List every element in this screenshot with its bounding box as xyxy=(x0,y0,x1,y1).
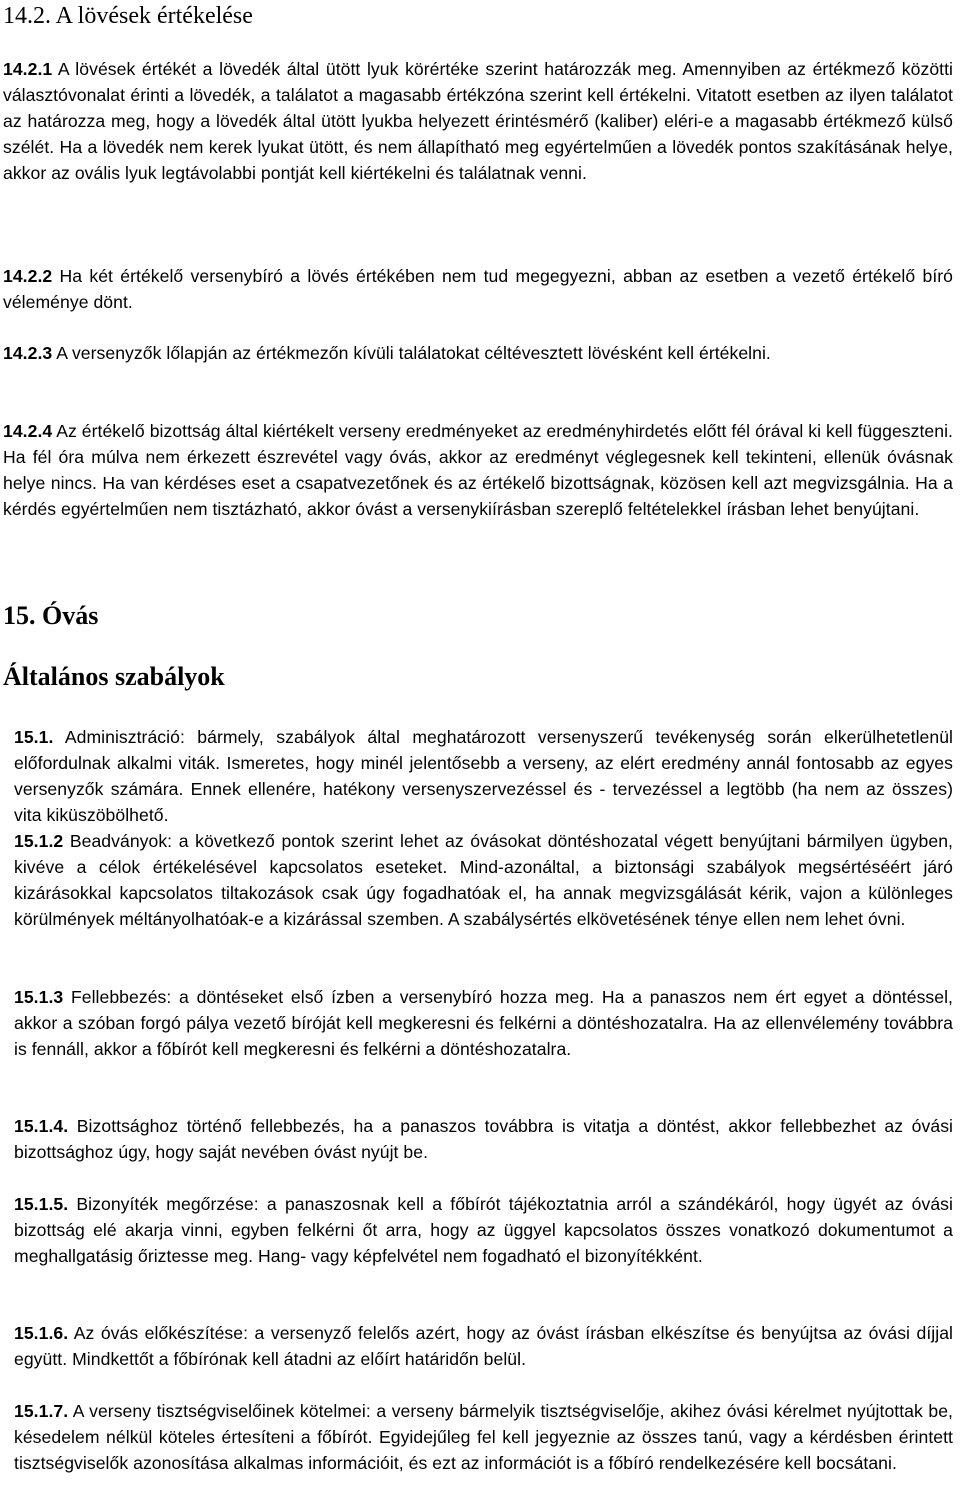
paragraph-15-1-5 xyxy=(14,1191,953,1269)
paragraph-text: A versenyzők lőlapján az értékmezőn kívüli találatokat céltévesztett lövésként kell értékelni. xyxy=(52,343,771,363)
paragraph-number-suffix: 7. xyxy=(53,1401,69,1421)
paragraph-text: Adminisztráció: bármely, szabályok által meghatározott versenyszerű tevékenység során elkerülhetetlenül előfordulnak alkalmi viták. Ismeretes, hogy minél jelentősebb a verseny, az elért eredmény annál fontosabb az egyes versenyzők számára. Ennek ellenére, hatékony versenyszervezéssel és - tervezéssel a legtöbb (ha nem az összes) vita kiküszöbölhető. xyxy=(14,727,953,825)
paragraph-14-2-4 xyxy=(3,418,953,522)
paragraph-number: 15.1. xyxy=(14,831,54,851)
paragraph-number-suffix: 2 xyxy=(53,831,64,851)
paragraph-text: Fellebbezés: a döntéseket első ízben a versenybíró hozza meg. Ha a panaszos nem ért egyet a döntéssel, akkor a szóban forgó pálya vezető bíróját kell megkeresni és felkérni a döntéshozatalra. Ha az ellenvélemény továbbra is fennáll, akkor a főbírót kell megkeresni és felkérni a döntéshozatalra. xyxy=(14,987,953,1059)
section-heading-14-2: 14.2. A lövések értékelése xyxy=(3,3,253,29)
paragraph-text: Az óvás előkészítése: a versenyző felelős azért, hogy az óvást írásban elkészítse és benyújtsa az óvási díjjal együtt. Mindkettőt a főbírónak kell átadni az előírt határidőn belül. xyxy=(14,1323,953,1369)
paragraph-number-suffix: 3 xyxy=(53,987,64,1007)
paragraph-number: 15.1. xyxy=(14,1194,54,1214)
paragraph-number-suffix: 4 xyxy=(42,421,53,441)
paragraph-number: 14.2. xyxy=(3,421,43,441)
paragraph-15-1-2 xyxy=(14,828,953,932)
paragraph-number: 15.1. xyxy=(14,1323,54,1343)
paragraph-14-2-3 xyxy=(3,340,953,366)
paragraph-number: 15.1. xyxy=(14,727,54,747)
paragraph-text: Az értékelő bizottság által kiértékelt verseny eredményeket az eredményhirdetés előtt fél órával ki kell függeszteni. Ha fél óra múlva nem érkezett észrevétel vagy óvás, akkor az eredményt véglegesnek kell tekinteni, ellenük óvásnak helye nincs. Ha van kérdéses eset a csapatvezetőnek és az értékelő bizottságnak, közösen kell azt megvizsgálnia. Ha a kérdés egyértelműen nem tisztázható, akkor óvást a versenykiírásban szereplő feltételekkel írásban lehet benyújtani. xyxy=(3,421,953,519)
paragraph-number-suffix: 1 xyxy=(42,59,53,79)
paragraph-15-1-3 xyxy=(14,984,953,1062)
paragraph-15-1-6 xyxy=(14,1320,953,1372)
paragraph-number: 14.2. xyxy=(3,266,43,286)
paragraph-text: A lövések értékét a lövedék által ütött lyuk körértéke szerint határozzák meg. Amennyiben az értékmező közötti választóvonalat érinti a lövedék, a találatot a magasabb értékzóna szerint kell értékelni. Vitatott esetben az ilyen találatot az határozza meg, hogy a lövedék által ütött lyukba helyezett érintésmérő (kaliber) eléri-e a magasabb értékmező külső szélét. Ha a lövedék nem kerek lyukat ütött, és nem állapítható meg egyértelműen a lövedék pontos szakításának helye, akkor az ovális lyuk legtávolabbi pontját kell kiértékelni és találatnak venni. xyxy=(3,59,953,183)
paragraph-number-suffix: 5. xyxy=(53,1194,69,1214)
paragraph-number-suffix: 6. xyxy=(53,1323,69,1343)
paragraph-14-2-1 xyxy=(3,56,953,186)
paragraph-number-suffix: 4. xyxy=(53,1116,69,1136)
paragraph-15-1-4 xyxy=(14,1113,953,1165)
paragraph-number: 15.1. xyxy=(14,987,54,1007)
paragraph-number-suffix: 2 xyxy=(42,266,53,286)
subheading-general-rules: Általános szabályok xyxy=(3,662,225,691)
paragraph-number-suffix: 3 xyxy=(42,343,53,363)
paragraph-number: 15.1. xyxy=(14,1116,54,1136)
paragraph-15-1 xyxy=(14,724,953,828)
paragraph-number: 14.2. xyxy=(3,59,43,79)
paragraph-number: 14.2. xyxy=(3,343,43,363)
paragraph-text: Ha két értékelő versenybíró a lövés értékében nem tud megegyezni, abban az esetben a vezető értékelő bíró véleménye dönt. xyxy=(3,266,953,312)
paragraph-text: Beadványok: a következő pontok szerint lehet az óvásokat döntéshozatal végett benyújtani bármilyen ügyben, kivéve a célok értékelésével kapcsolatos eseteket. Mind-azonáltal, a biztonsági szabályok megsértéséért járó kizárásokkal kapcsolatos tiltakozások csak úgy fogadhatóak el, ha annak megvizsgálását kérik, vajon a különleges körülmények méltányolhatóak-e a kizárással szemben. A szabálysértés elkövetésének ténye ellen nem lehet óvni. xyxy=(14,831,953,929)
paragraph-text: Bizonyíték megőrzése: a panaszosnak kell a főbírót tájékoztatnia arról a szándékáról, hogy ügyét az óvási bizottság elé akarja vinni, egyben felkérni őt arra, hogy az üggyel kapcsolatos összes vonatkozó dokumentumot a meghallgatásig őriztesse meg. Hang- vagy képfelvétel nem fogadható el bizonyítékként. xyxy=(14,1194,953,1266)
paragraph-text: Bizottsághoz történő fellebbezés, ha a panaszos továbbra is vitatja a döntést, akkor fellebbezhet az óvási bizottsághoz úgy, hogy saját nevében óvást nyújt be. xyxy=(14,1116,953,1162)
paragraph-number: 15.1. xyxy=(14,1401,54,1421)
paragraph-15-1-7 xyxy=(14,1398,953,1476)
chapter-heading-15: 15. Óvás xyxy=(3,601,99,630)
paragraph-text: A verseny tisztségviselőinek kötelmei: a verseny bármelyik tisztségviselője, akihez óvási kérelmet nyújtottak be, késedelem nélkül köteles értesíteni a főbírót. Egyidejűleg fel kell jegyeznie az összes tanú, vagy a kérdésben érintett tisztségviselők azonosítása alkalmas információit, és ezt az információt is a főbíró rendelkezésére kell bocsátani. xyxy=(14,1401,953,1473)
paragraph-14-2-2 xyxy=(3,263,953,315)
